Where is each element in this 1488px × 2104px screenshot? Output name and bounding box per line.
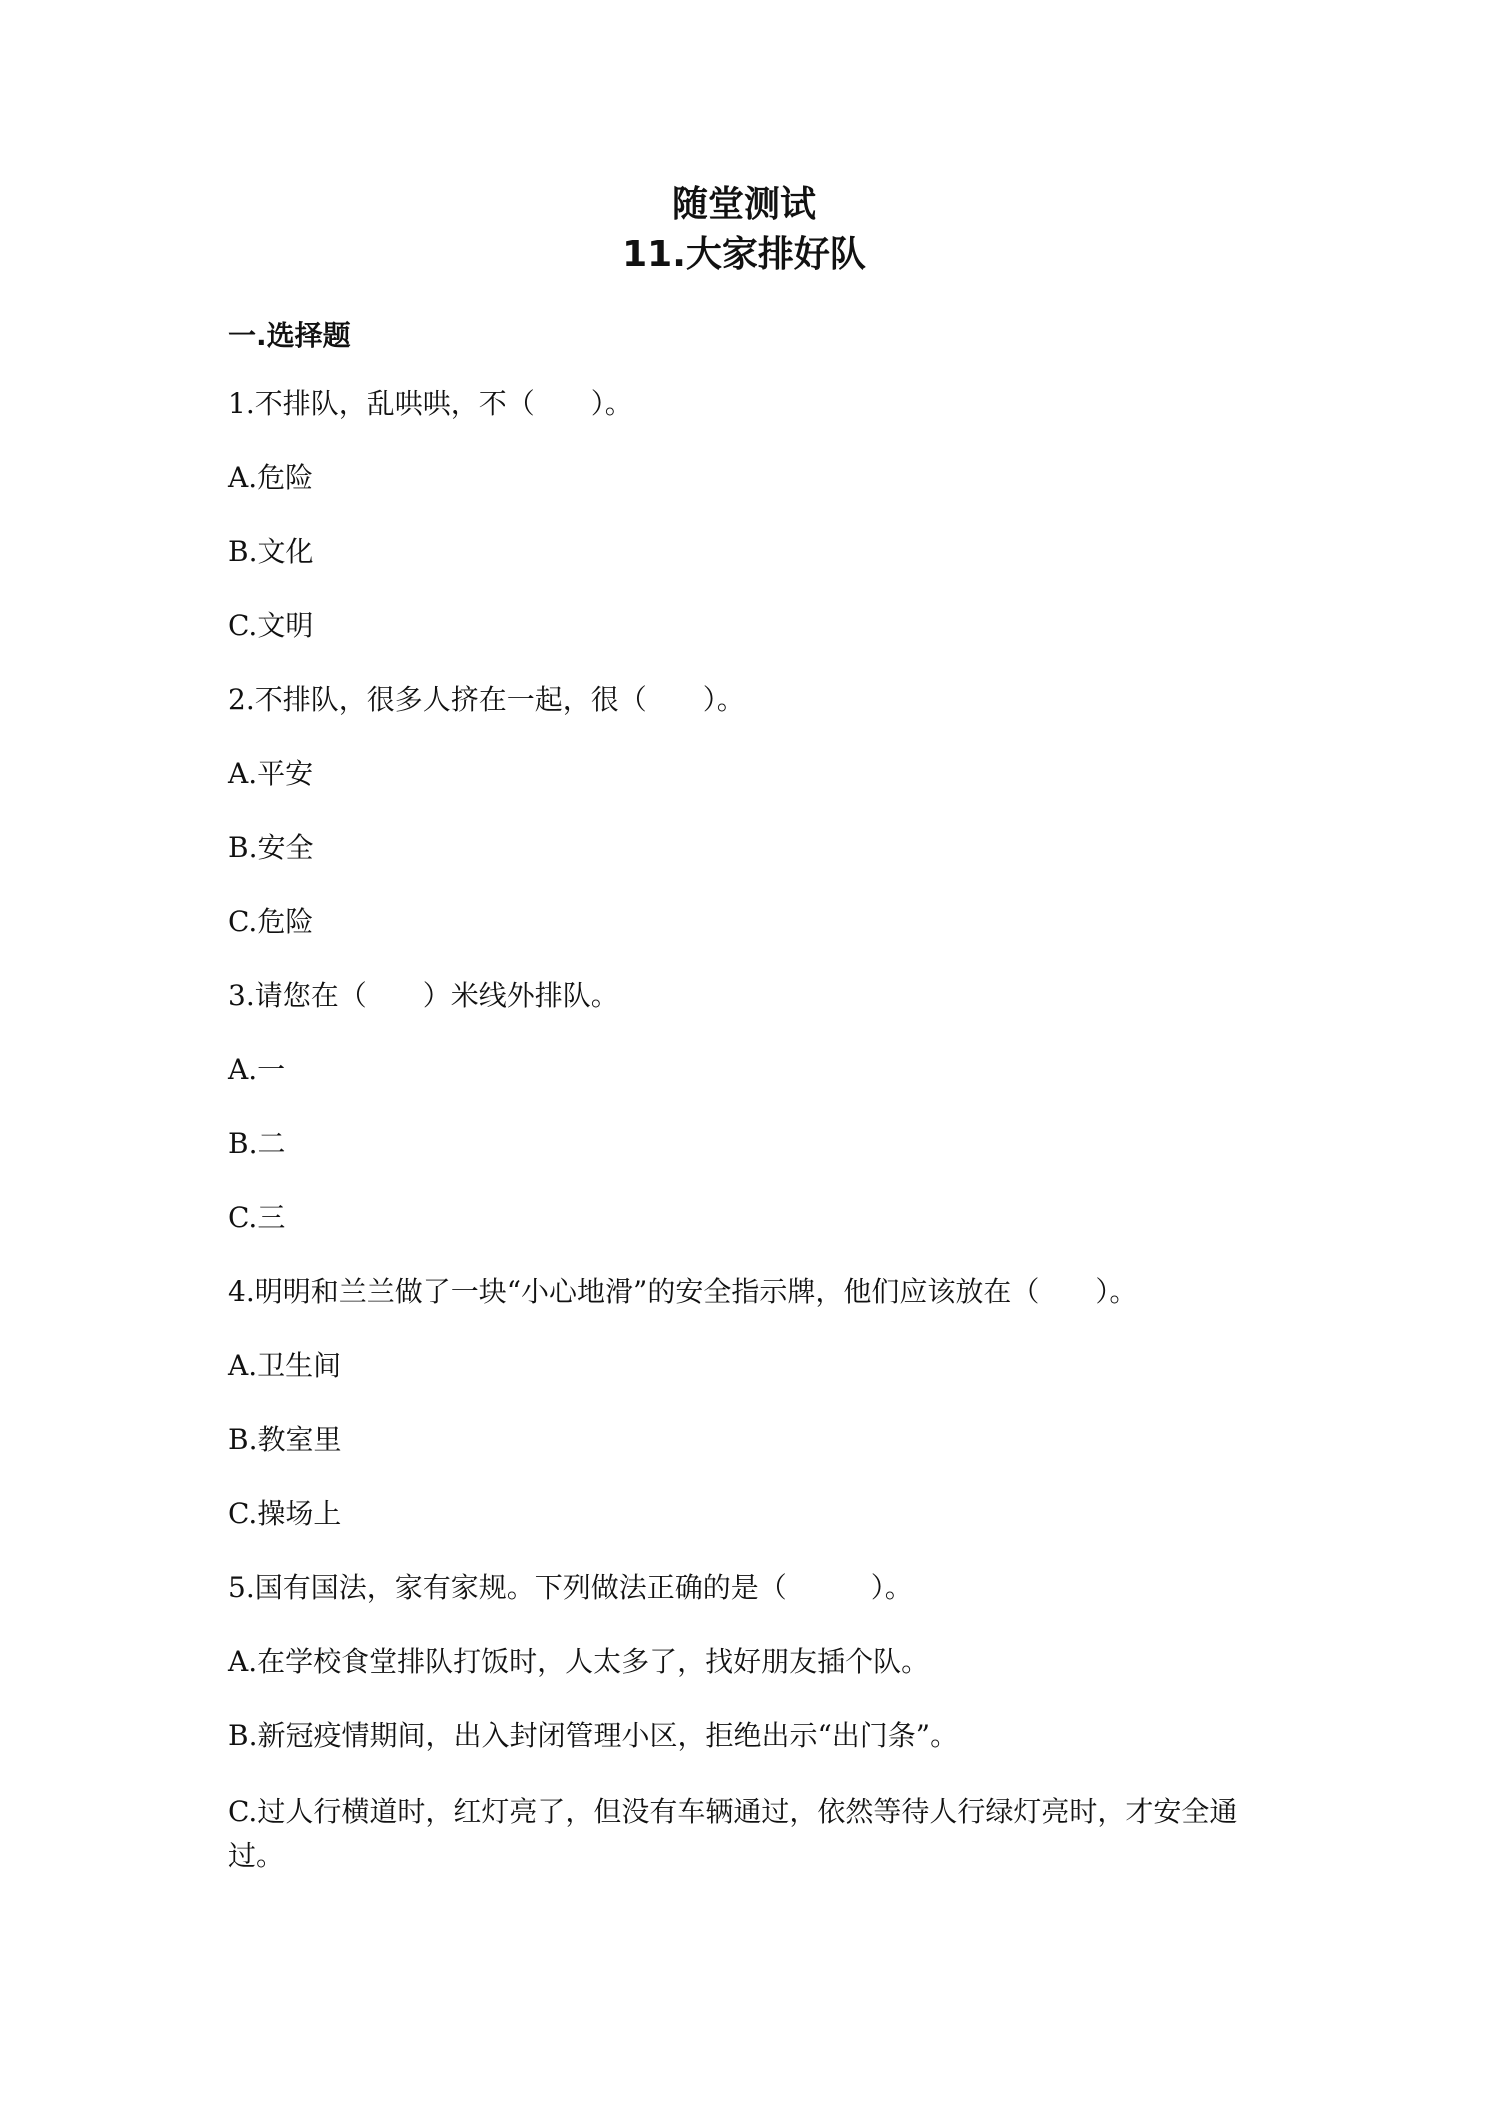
option: B.安全 xyxy=(228,831,314,864)
option: B.新冠疫情期间，出入封闭管理小区，拒绝出示“出门条”。 xyxy=(228,1719,959,1752)
lesson-title: 11.大家排好队 xyxy=(622,234,866,275)
question-stem: 3.请您在（ ）米线外排队。 xyxy=(228,979,619,1012)
question-stem: 2.不排队，很多人挤在一起，很（ ）。 xyxy=(228,683,745,716)
option: A.平安 xyxy=(228,757,314,790)
option: A.一 xyxy=(228,1053,286,1086)
option: A.危险 xyxy=(228,461,314,494)
option: A.卫生间 xyxy=(228,1349,342,1382)
question-stem: 5.国有国法，家有家规。下列做法正确的是（ ）。 xyxy=(228,1571,913,1604)
option: C.文明 xyxy=(228,609,314,642)
option: C.三 xyxy=(228,1201,286,1234)
question-list xyxy=(228,384,1258,1912)
option: B.二 xyxy=(228,1127,286,1160)
page-title: 随堂测试 xyxy=(671,184,816,225)
option: C.危险 xyxy=(228,905,314,938)
question-stem: 1.不排队，乱哄哄，不（ ）。 xyxy=(228,387,633,420)
option: A.在学校食堂排队打饭时，人太多了，找好朋友插个队。 xyxy=(228,1645,930,1678)
option: B.教室里 xyxy=(228,1423,342,1456)
option: C.操场上 xyxy=(228,1497,342,1530)
option: B.文化 xyxy=(228,535,314,568)
question-stem: 4.明明和兰兰做了一块“小心地滑”的安全指示牌，他们应该放在（ ）。 xyxy=(228,1275,1138,1308)
title-block xyxy=(0,180,1488,280)
section-heading: 一.选择题 xyxy=(228,319,351,352)
option: C.过人行横道时，红灯亮了，但没有车辆通过，依然等待人行绿灯亮时，才安全通过。 xyxy=(228,1795,1238,1872)
